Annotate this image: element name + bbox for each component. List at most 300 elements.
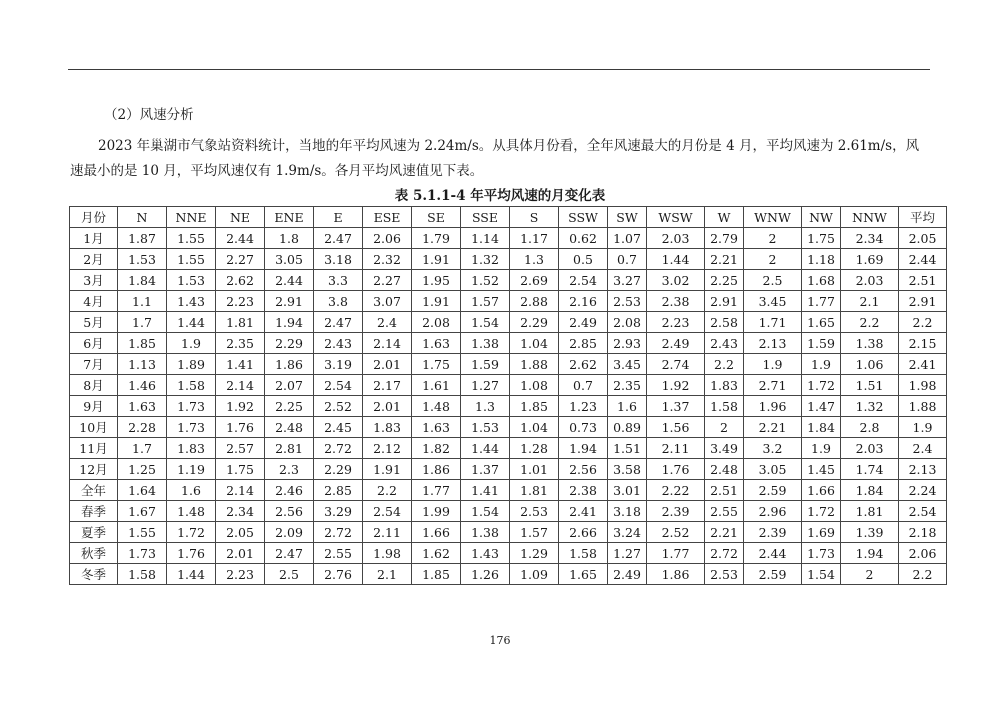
table-cell: 1.73	[167, 396, 216, 417]
table-cell: 2.47	[265, 543, 314, 564]
column-header: SSE	[461, 207, 510, 228]
table-row	[70, 249, 947, 270]
table-cell: 1.81	[510, 480, 559, 501]
table-cell: 1.84	[841, 480, 899, 501]
table-cell: 1.44	[167, 312, 216, 333]
table-cell: 2.96	[744, 501, 802, 522]
table-cell: 2.25	[705, 270, 744, 291]
table-cell: 1.91	[363, 459, 412, 480]
table-cell: 2.49	[647, 333, 705, 354]
row-label: 2月	[70, 249, 118, 270]
table-cell: 1.75	[216, 459, 265, 480]
table-cell: 2.29	[265, 333, 314, 354]
table-cell: 2.2	[705, 354, 744, 375]
table-cell: 2.54	[363, 501, 412, 522]
table-cell: 2.2	[363, 480, 412, 501]
table-cell: 1.94	[559, 438, 608, 459]
table-cell: 2.53	[608, 291, 647, 312]
column-header: W	[705, 207, 744, 228]
table-cell: 1.88	[899, 396, 947, 417]
table-cell: 1.65	[802, 312, 841, 333]
table-cell: 1.87	[118, 228, 167, 249]
table-cell: 1.71	[744, 312, 802, 333]
table-cell: 2.16	[559, 291, 608, 312]
table-cell: 1.69	[802, 522, 841, 543]
table-cell: 1.53	[461, 417, 510, 438]
table-cell: 1.51	[841, 375, 899, 396]
table-cell: 3.2	[744, 438, 802, 459]
table-cell: 2.39	[647, 501, 705, 522]
table-cell: 2.4	[899, 438, 947, 459]
table-cell: 1.92	[216, 396, 265, 417]
table-row	[70, 396, 947, 417]
table-cell: 1.32	[461, 249, 510, 270]
table-cell: 1.9	[744, 354, 802, 375]
table-cell: 2.49	[559, 312, 608, 333]
column-header: SW	[608, 207, 647, 228]
table-cell: 2.07	[265, 375, 314, 396]
column-header: N	[118, 207, 167, 228]
table-cell: 1.83	[167, 438, 216, 459]
table-cell: 1.57	[461, 291, 510, 312]
table-cell: 1.52	[461, 270, 510, 291]
table-cell: 1.72	[802, 375, 841, 396]
table-cell: 1.84	[802, 417, 841, 438]
table-cell: 1.91	[412, 291, 461, 312]
table-row	[70, 312, 947, 333]
table-cell: 1.77	[802, 291, 841, 312]
table-cell: 1.43	[167, 291, 216, 312]
table-cell: 2.11	[647, 438, 705, 459]
column-header: WSW	[647, 207, 705, 228]
column-header: NW	[802, 207, 841, 228]
table-cell: 3.27	[608, 270, 647, 291]
table-cell: 2.2	[841, 312, 899, 333]
table-cell: 2.27	[363, 270, 412, 291]
table-cell: 2.21	[705, 249, 744, 270]
table-cell: 1.9	[802, 438, 841, 459]
table-cell: 1.76	[647, 459, 705, 480]
table-cell: 2.74	[647, 354, 705, 375]
table-cell: 1.96	[744, 396, 802, 417]
table-cell: 1.54	[802, 564, 841, 585]
table-cell: 1.29	[510, 543, 559, 564]
table-cell: 2.59	[744, 480, 802, 501]
row-label: 秋季	[70, 543, 118, 564]
table-cell: 1.44	[461, 438, 510, 459]
table-cell: 2.81	[265, 438, 314, 459]
table-cell: 1.63	[118, 396, 167, 417]
table-cell: 2.44	[265, 270, 314, 291]
header-rule	[68, 69, 930, 70]
table-cell: 1.1	[118, 291, 167, 312]
row-label: 5月	[70, 312, 118, 333]
table-cell: 1.51	[608, 438, 647, 459]
table-cell: 2.11	[363, 522, 412, 543]
table-cell: 2.01	[363, 396, 412, 417]
table-cell: 2.21	[705, 522, 744, 543]
table-cell: 2	[744, 228, 802, 249]
table-cell: 1.73	[118, 543, 167, 564]
table-cell: 1.28	[510, 438, 559, 459]
table-row	[70, 459, 947, 480]
table-cell: 0.7	[608, 249, 647, 270]
table-cell: 2.08	[412, 312, 461, 333]
table-cell: 2	[705, 417, 744, 438]
row-label: 全年	[70, 480, 118, 501]
table-caption: 表 5.1.1-4 年平均风速的月变化表	[394, 188, 606, 204]
table-cell: 1.67	[118, 501, 167, 522]
table-cell: 1.9	[899, 417, 947, 438]
table-cell: 1.9	[167, 333, 216, 354]
table-cell: 1.91	[412, 249, 461, 270]
table-cell: 2.5	[744, 270, 802, 291]
table-cell: 2.76	[314, 564, 363, 585]
table-cell: 2.32	[363, 249, 412, 270]
table-cell: 1.45	[802, 459, 841, 480]
table-cell: 1.98	[363, 543, 412, 564]
table-cell: 1.04	[510, 417, 559, 438]
table-row	[70, 228, 947, 249]
column-header: NNW	[841, 207, 899, 228]
table-cell: 2.23	[647, 312, 705, 333]
table-cell: 2.39	[744, 522, 802, 543]
table-cell: 1.73	[167, 417, 216, 438]
table-cell: 2.35	[608, 375, 647, 396]
table-cell: 2.38	[647, 291, 705, 312]
row-label: 11月	[70, 438, 118, 459]
table-cell: 2.53	[510, 501, 559, 522]
table-cell: 2.88	[510, 291, 559, 312]
wind-speed-table	[69, 206, 947, 585]
table-cell: 1.58	[559, 543, 608, 564]
table-cell: 2.25	[265, 396, 314, 417]
table-cell: 1.65	[559, 564, 608, 585]
table-cell: 3.49	[705, 438, 744, 459]
row-label: 7月	[70, 354, 118, 375]
table-cell: 1.08	[510, 375, 559, 396]
table-cell: 1.54	[461, 312, 510, 333]
table-cell: 1.83	[363, 417, 412, 438]
table-cell: 0.73	[559, 417, 608, 438]
table-cell: 2.01	[363, 354, 412, 375]
table-cell: 2.4	[363, 312, 412, 333]
table-cell: 1.99	[412, 501, 461, 522]
table-cell: 2.24	[899, 480, 947, 501]
table-cell: 2.91	[705, 291, 744, 312]
table-cell: 2.72	[705, 543, 744, 564]
table-cell: 2.2	[899, 564, 947, 585]
table-cell: 1.04	[510, 333, 559, 354]
table-cell: 1.07	[608, 228, 647, 249]
table-cell: 1.86	[647, 564, 705, 585]
table-cell: 2.79	[705, 228, 744, 249]
table-cell: 2.66	[559, 522, 608, 543]
table-row	[70, 354, 947, 375]
table-cell: 2.91	[899, 291, 947, 312]
table-cell: 1.55	[167, 249, 216, 270]
table-cell: 1.72	[802, 501, 841, 522]
table-cell: 3.45	[608, 354, 647, 375]
section-heading: （2）风速分析	[104, 107, 194, 123]
table-cell: 1.68	[802, 270, 841, 291]
table-cell: 1.85	[118, 333, 167, 354]
column-header: E	[314, 207, 363, 228]
table-cell: 1.76	[167, 543, 216, 564]
table-cell: 3.8	[314, 291, 363, 312]
table-cell: 1.62	[412, 543, 461, 564]
table-cell: 2.62	[216, 270, 265, 291]
table-cell: 1.6	[608, 396, 647, 417]
table-cell: 2.34	[216, 501, 265, 522]
table-cell: 1.95	[412, 270, 461, 291]
column-header: SE	[412, 207, 461, 228]
table-header	[70, 207, 947, 228]
table-cell: 2.01	[216, 543, 265, 564]
table-cell: 1.69	[841, 249, 899, 270]
table-cell: 2.34	[841, 228, 899, 249]
table-cell: 1.94	[841, 543, 899, 564]
table-cell: 3.19	[314, 354, 363, 375]
table-cell: 1.09	[510, 564, 559, 585]
table-cell: 2.3	[265, 459, 314, 480]
table-cell: 1.94	[265, 312, 314, 333]
column-header: S	[510, 207, 559, 228]
table-cell: 1.13	[118, 354, 167, 375]
table-cell: 1.27	[608, 543, 647, 564]
table-cell: 1.3	[461, 396, 510, 417]
table-cell: 2.05	[216, 522, 265, 543]
table-cell: 1.88	[510, 354, 559, 375]
table-cell: 2.46	[265, 480, 314, 501]
table-cell: 1.59	[461, 354, 510, 375]
table-cell: 2.44	[899, 249, 947, 270]
table-cell: 1.63	[412, 333, 461, 354]
table-cell: 2	[841, 564, 899, 585]
table-cell: 2.06	[363, 228, 412, 249]
table-cell: 1.23	[559, 396, 608, 417]
table-cell: 1.46	[118, 375, 167, 396]
table-cell: 2.38	[559, 480, 608, 501]
table-cell: 2.51	[899, 270, 947, 291]
table-cell: 2.51	[705, 480, 744, 501]
table-cell: 2.48	[705, 459, 744, 480]
table-cell: 2.17	[363, 375, 412, 396]
table-cell: 1.82	[412, 438, 461, 459]
table-cell: 3.05	[744, 459, 802, 480]
table-cell: 2.23	[216, 291, 265, 312]
table-cell: 1.39	[841, 522, 899, 543]
table-body	[70, 228, 947, 585]
table-cell: 1.56	[647, 417, 705, 438]
table-cell: 2.5	[265, 564, 314, 585]
table-cell: 2.29	[314, 459, 363, 480]
table-cell: 2.14	[363, 333, 412, 354]
table-cell: 1.14	[461, 228, 510, 249]
table-cell: 1.37	[461, 459, 510, 480]
table-cell: 3.58	[608, 459, 647, 480]
table-cell: 1.41	[216, 354, 265, 375]
row-label: 9月	[70, 396, 118, 417]
table-cell: 1.55	[167, 228, 216, 249]
table-cell: 2.54	[559, 270, 608, 291]
column-header: NE	[216, 207, 265, 228]
table-cell: 3.01	[608, 480, 647, 501]
table-cell: 1.73	[802, 543, 841, 564]
table-cell: 1.98	[899, 375, 947, 396]
table-cell: 1.53	[118, 249, 167, 270]
table-cell: 2.13	[899, 459, 947, 480]
table-cell: 1.75	[412, 354, 461, 375]
table-cell: 2.43	[705, 333, 744, 354]
table-cell: 1.66	[802, 480, 841, 501]
row-label: 4月	[70, 291, 118, 312]
table-cell: 3.05	[265, 249, 314, 270]
table-cell: 2.14	[216, 375, 265, 396]
table-cell: 1.59	[802, 333, 841, 354]
table-cell: 2.69	[510, 270, 559, 291]
table-cell: 1.06	[841, 354, 899, 375]
table-cell: 2.15	[899, 333, 947, 354]
table-cell: 1.58	[705, 396, 744, 417]
table-cell: 1.81	[216, 312, 265, 333]
table-cell: 0.7	[559, 375, 608, 396]
table-cell: 1.86	[265, 354, 314, 375]
column-header: ENE	[265, 207, 314, 228]
table-cell: 2.58	[705, 312, 744, 333]
table-cell: 0.89	[608, 417, 647, 438]
table-cell: 2.55	[705, 501, 744, 522]
table-cell: 2.1	[841, 291, 899, 312]
table-cell: 0.62	[559, 228, 608, 249]
table-cell: 2.62	[559, 354, 608, 375]
table-cell: 2.45	[314, 417, 363, 438]
header-row	[70, 207, 947, 228]
row-label: 6月	[70, 333, 118, 354]
table-cell: 1.79	[412, 228, 461, 249]
table-cell: 2.55	[314, 543, 363, 564]
table-cell: 2.44	[216, 228, 265, 249]
table-cell: 1.64	[118, 480, 167, 501]
table-cell: 1.77	[647, 543, 705, 564]
table-cell: 2.29	[510, 312, 559, 333]
table-cell: 3.18	[608, 501, 647, 522]
table-cell: 1.38	[461, 333, 510, 354]
table-cell: 3.07	[363, 291, 412, 312]
table-cell: 1.77	[412, 480, 461, 501]
table-row	[70, 501, 947, 522]
table-cell: 2.22	[647, 480, 705, 501]
table-row	[70, 543, 947, 564]
table-cell: 1.17	[510, 228, 559, 249]
table-cell: 1.38	[461, 522, 510, 543]
table-cell: 2.59	[744, 564, 802, 585]
table-cell: 1.57	[510, 522, 559, 543]
table-cell: 3.3	[314, 270, 363, 291]
table-cell: 1.44	[167, 564, 216, 585]
table-cell: 2.93	[608, 333, 647, 354]
table-cell: 1.83	[705, 375, 744, 396]
page-number: 176	[489, 634, 511, 647]
table-cell: 1.55	[118, 522, 167, 543]
column-header: ESE	[363, 207, 412, 228]
table-cell: 1.41	[461, 480, 510, 501]
table-cell: 2.08	[608, 312, 647, 333]
table-cell: 2.56	[559, 459, 608, 480]
table-cell: 1.81	[841, 501, 899, 522]
table-cell: 2.27	[216, 249, 265, 270]
table-cell: 3.29	[314, 501, 363, 522]
table-cell: 1.48	[412, 396, 461, 417]
column-header: NNE	[167, 207, 216, 228]
table-cell: 1.01	[510, 459, 559, 480]
table-cell: 1.7	[118, 312, 167, 333]
column-header: SSW	[559, 207, 608, 228]
table-cell: 0.5	[559, 249, 608, 270]
table-cell: 2.23	[216, 564, 265, 585]
table-cell: 2.56	[265, 501, 314, 522]
column-header: WNW	[744, 207, 802, 228]
row-label: 冬季	[70, 564, 118, 585]
table-cell: 2.21	[744, 417, 802, 438]
table-row	[70, 270, 947, 291]
body-paragraph: 2023 年巢湖市气象站资料统计，当地的年平均风速为 2.24m/s。从具体月份看，全年风速最大的月份是 4 月，平均风速为 2.61m/s，风速最小的是 10 月，平均风速仅有 1.9m/s。各月平均风速值见下表。	[70, 138, 920, 179]
table-cell: 1.85	[510, 396, 559, 417]
table-cell: 2.44	[744, 543, 802, 564]
table-cell: 1.18	[802, 249, 841, 270]
table-row	[70, 564, 947, 585]
table-cell: 1.27	[461, 375, 510, 396]
row-label: 3月	[70, 270, 118, 291]
row-label: 10月	[70, 417, 118, 438]
table-cell: 2.14	[216, 480, 265, 501]
column-header-month: 月份	[70, 207, 118, 228]
table-cell: 1.6	[167, 480, 216, 501]
table-cell: 2.54	[899, 501, 947, 522]
table-cell: 2.49	[608, 564, 647, 585]
table-cell: 3.24	[608, 522, 647, 543]
table-cell: 1.58	[118, 564, 167, 585]
table-cell: 1.26	[461, 564, 510, 585]
table-row	[70, 480, 947, 501]
table-cell: 1.19	[167, 459, 216, 480]
table-cell: 2.28	[118, 417, 167, 438]
table-cell: 2.72	[314, 438, 363, 459]
table-cell: 1.25	[118, 459, 167, 480]
table-cell: 3.45	[744, 291, 802, 312]
table-cell: 1.92	[647, 375, 705, 396]
table-cell: 1.72	[167, 522, 216, 543]
table-cell: 1.47	[802, 396, 841, 417]
table-cell: 2.09	[265, 522, 314, 543]
table-cell: 1.37	[647, 396, 705, 417]
table-cell: 1.84	[118, 270, 167, 291]
row-label: 8月	[70, 375, 118, 396]
table-cell: 1.8	[265, 228, 314, 249]
table-cell: 1.76	[216, 417, 265, 438]
table-cell: 2.35	[216, 333, 265, 354]
table-cell: 2.05	[899, 228, 947, 249]
table-row	[70, 375, 947, 396]
table-cell: 2.85	[559, 333, 608, 354]
table-cell: 1.53	[167, 270, 216, 291]
table-cell: 2.52	[647, 522, 705, 543]
row-label: 夏季	[70, 522, 118, 543]
table-cell: 1.7	[118, 438, 167, 459]
table-row	[70, 333, 947, 354]
table-cell: 2.47	[314, 228, 363, 249]
row-label: 12月	[70, 459, 118, 480]
